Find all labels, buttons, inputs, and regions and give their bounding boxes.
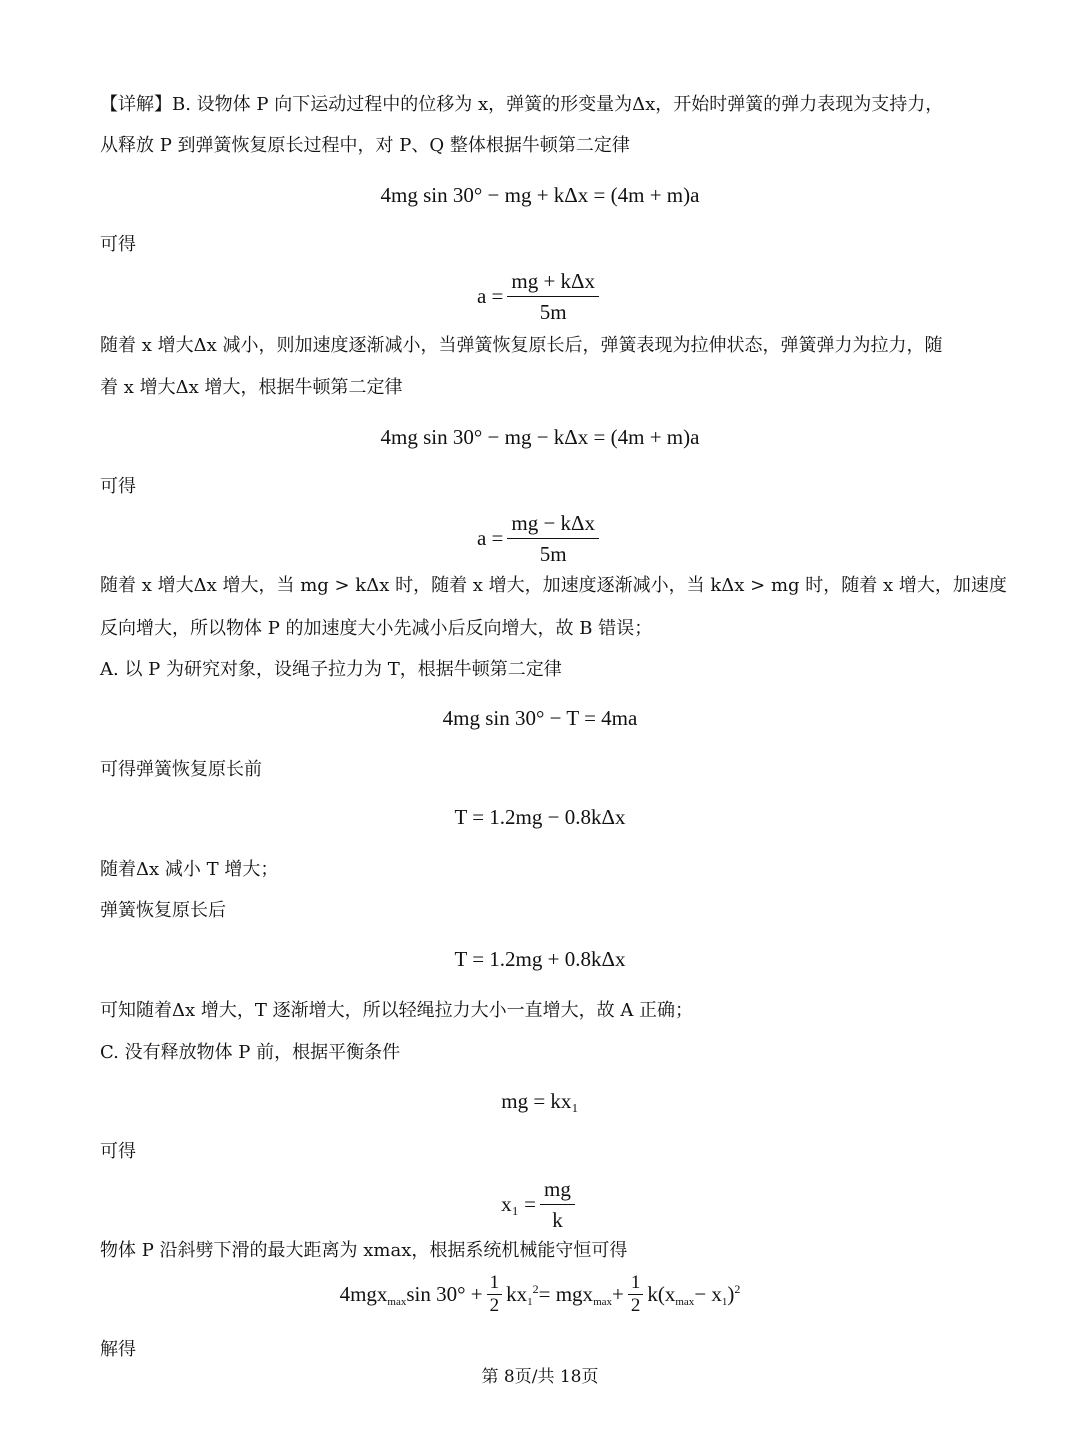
eq10-a: 4mgx	[339, 1281, 388, 1306]
equation-10-part-g	[694, 1282, 727, 1308]
equation-4-numerator: mg − kΔx	[507, 510, 599, 539]
equation-9-denominator: k	[552, 1208, 563, 1232]
text-line-8: 反向增大，所以物体 P 的加速度大小先减小后反向增大，故 B 错误；	[100, 618, 653, 639]
equation-4-denominator: 5m	[539, 542, 567, 566]
equation-10-part-f	[647, 1282, 694, 1308]
eq10-c: kx	[506, 1281, 528, 1306]
text-line-16: 物体 P 沿斜劈下滑的最大距离为 xmax，根据系统机械能守恒可得	[100, 1240, 628, 1261]
equation-9-fraction	[540, 1176, 575, 1233]
text-line-15: 可得	[100, 1141, 136, 1162]
equation-10-part-e: +	[612, 1282, 624, 1306]
eq10-h: )	[727, 1282, 735, 1306]
equation-3: 4mg sin 30° − mg − kΔx = (4m + m)a	[380, 425, 700, 449]
half-2-numerator: 1	[628, 1272, 644, 1295]
equation-4-fraction	[507, 510, 599, 567]
text-line-13: 可知随着Δx 增大，T 逐渐增大，所以轻绳拉力大小一直增大，故 A 正确；	[100, 1000, 694, 1021]
equation-8: mg = kx₁	[501, 1089, 579, 1113]
page-footer: 第 8页/共 18页	[481, 1367, 599, 1387]
equation-2-numerator: mg + kΔx	[507, 268, 599, 297]
eq10-g: − x	[694, 1281, 722, 1306]
text-line-3: 可得	[100, 234, 136, 255]
equation-10	[0, 1272, 1080, 1317]
equation-10-part-h	[727, 1282, 740, 1307]
equation-9	[0, 1176, 1080, 1233]
equation-10-half-1	[487, 1272, 503, 1317]
text-line-1: 【详解】B. 设物体 P 向下运动过程中的位移为 x，弹簧的形变量为Δx，开始时弹簧的弹力表现为支持力，	[100, 94, 944, 115]
equation-10-part-c	[506, 1282, 539, 1308]
equation-4	[0, 510, 1080, 567]
equation-6: T = 1.2mg − 0.8kΔx	[454, 805, 626, 829]
equation-9-lhs: x₁ =	[501, 1192, 537, 1216]
text-line-7: 随着 x 增大Δx 增大，当 mg > kΔx 时，随着 x 增大，加速度逐渐减小，当 kΔx > mg 时，随着 x 增大，加速度	[100, 575, 1007, 596]
text-line-11: 随着Δx 减小 T 增大；	[100, 859, 279, 880]
equation-10-part-b: sin 30° +	[406, 1282, 483, 1306]
eq10-f-sub: max	[675, 1295, 695, 1308]
text-line-14: C. 没有释放物体 P 前，根据平衡条件	[100, 1042, 401, 1063]
equation-10-part-a	[340, 1282, 407, 1308]
text-line-5: 着 x 增大Δx 增大，根据牛顿第二定律	[100, 377, 403, 398]
text-line-2: 从释放 P 到弹簧恢复原长过程中，对 P、Q 整体根据牛顿第二定律	[100, 135, 630, 156]
equation-2	[0, 268, 1080, 325]
eq10-f: k(x	[647, 1281, 676, 1306]
equation-7: T = 1.2mg + 0.8kΔx	[454, 947, 626, 971]
eq10-a-sub: max	[387, 1295, 407, 1308]
equation-1: 4mg sin 30° − mg + kΔx = (4m + m)a	[380, 183, 700, 207]
eq10-d-sub: max	[593, 1295, 613, 1308]
text-line-6: 可得	[100, 476, 136, 497]
text-line-4: 随着 x 增大Δx 减小，则加速度逐渐减小，当弹簧恢复原长后，弹簧表现为拉伸状态，弹簧弹力为拉力，随	[100, 335, 943, 356]
eq10-h-sup: 2	[734, 1282, 741, 1296]
equation-2-lhs: a =	[476, 284, 504, 308]
equation-9-numerator: mg	[540, 1176, 575, 1205]
eq10-g-sub: 1	[721, 1295, 728, 1308]
eq10-c-sup: 2	[532, 1281, 539, 1296]
text-line-17: 解得	[100, 1339, 136, 1360]
equation-2-denominator: 5m	[539, 300, 567, 324]
equation-10-half-2	[628, 1272, 644, 1317]
text-line-12: 弹簧恢复原长后	[100, 900, 226, 921]
text-line-9: A. 以 P 为研究对象，设绳子拉力为 T，根据牛顿第二定律	[100, 659, 562, 680]
equation-2-fraction	[507, 268, 599, 325]
half-2-denominator: 2	[630, 1295, 641, 1316]
equation-10-part-d	[539, 1282, 612, 1308]
eq10-d: = mgx	[538, 1281, 594, 1306]
equation-5: 4mg sin 30° − T = 4ma	[442, 706, 638, 730]
half-1-denominator: 2	[489, 1295, 500, 1316]
equation-4-lhs: a =	[476, 526, 504, 550]
eq10-c-sub: 1	[527, 1295, 533, 1308]
half-1-numerator: 1	[487, 1272, 503, 1295]
text-line-10: 可得弹簧恢复原长前	[100, 759, 262, 780]
